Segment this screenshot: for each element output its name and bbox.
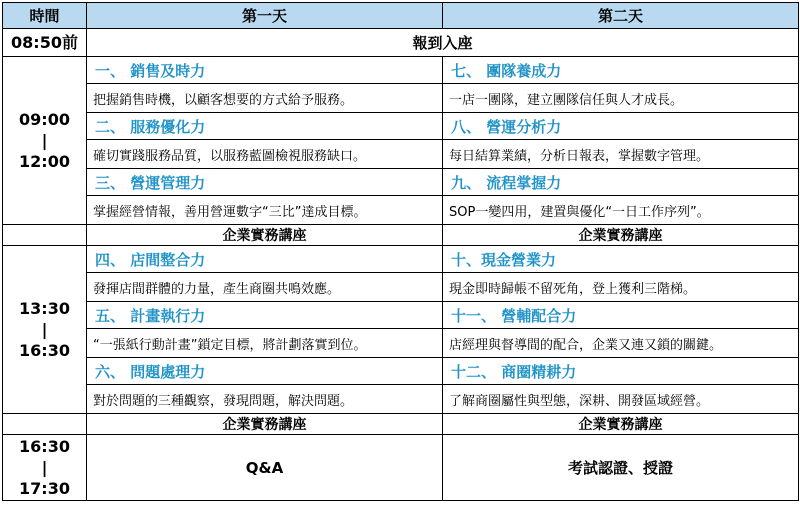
section-desc: 一店一團隊，建立團隊信任與人才成長。 (443, 84, 799, 113)
section-desc: 了解商圈屬性與型態，深耕、開發區域經營。 (443, 385, 799, 414)
section-title: 五、 計畫執行力 (87, 302, 443, 329)
time-morning-start: 09:00 (19, 110, 70, 129)
checkin-label: 報到入座 (87, 29, 799, 57)
section-title: 四、 店間整合力 (87, 246, 443, 273)
lecture-label: 企業實務講座 (443, 225, 799, 246)
section-desc: 掌握經營情報，善用營運數字“三比”達成目標。 (87, 196, 443, 225)
section-title: 六、 問題處理力 (87, 358, 443, 385)
section-desc: 把握銷售時機，以顧客想要的方式給予服務。 (87, 84, 443, 113)
afternoon-row-5 (3, 358, 799, 385)
header-time: 時間 (3, 3, 87, 29)
header-day2: 第二天 (443, 3, 799, 29)
blank-cell (3, 225, 87, 246)
afternoon-row-4 (3, 329, 799, 358)
morning-row-1 (3, 57, 799, 84)
morning-row-3 (3, 113, 799, 140)
section-desc: 發揮店間群體的力量，產生商圈共鳴效應。 (87, 273, 443, 302)
time-final (3, 435, 87, 501)
time-final-sep: | (41, 458, 48, 477)
morning-row-2 (3, 84, 799, 113)
afternoon-row-2 (3, 273, 799, 302)
afternoon-lecture-row (3, 414, 799, 435)
section-desc: SOP一變四用，建置與優化“一日工作序列”。 (443, 196, 799, 225)
time-final-start: 16:30 (19, 437, 70, 456)
section-desc: “一張紙行動計畫”鎖定目標，將計劃落實到位。 (87, 329, 443, 358)
section-desc: 店經理與督導間的配合，企業又連又鎖的關鍵。 (443, 329, 799, 358)
section-title: 十一、 營輔配合力 (443, 302, 799, 329)
section-title: 一、 銷售及時力 (87, 57, 443, 84)
lecture-label: 企業實務講座 (87, 225, 443, 246)
section-title: 十二、 商圈精耕力 (443, 358, 799, 385)
time-morning (3, 57, 87, 225)
section-title: 七、 團隊養成力 (443, 57, 799, 84)
section-title: 九、 流程掌握力 (443, 169, 799, 196)
afternoon-row-3 (3, 302, 799, 329)
header-day1: 第一天 (87, 3, 443, 29)
section-desc: 確切實踐服務品質，以服務藍圖檢視服務缺口。 (87, 140, 443, 169)
morning-lecture-row (3, 225, 799, 246)
qa-label: Q&A (87, 435, 443, 501)
lecture-label: 企業實務講座 (87, 414, 443, 435)
section-desc: 對於問題的三種觀察，發現問題，解決問題。 (87, 385, 443, 414)
schedule-table (2, 2, 799, 501)
afternoon-row-1 (3, 246, 799, 273)
section-title: 十、現金營業力 (443, 246, 799, 273)
section-title: 八、 營運分析力 (443, 113, 799, 140)
morning-row-6 (3, 196, 799, 225)
section-desc: 現金即時歸帳不留死角，登上獲利三階梯。 (443, 273, 799, 302)
afternoon-row-6 (3, 385, 799, 414)
time-morning-end: 12:00 (19, 152, 70, 171)
morning-row-5 (3, 169, 799, 196)
blank-cell (3, 414, 87, 435)
final-row (3, 435, 799, 501)
time-afternoon-end: 16:30 (19, 341, 70, 360)
section-title: 三、 營運管理力 (87, 169, 443, 196)
time-0850: 08:50前 (3, 29, 87, 57)
section-desc: 每日結算業績，分析日報表，掌握數字管理。 (443, 140, 799, 169)
lecture-label: 企業實務講座 (443, 414, 799, 435)
header-row (3, 3, 799, 29)
time-morning-sep: | (41, 131, 48, 150)
checkin-row (3, 29, 799, 57)
time-afternoon-start: 13:30 (19, 299, 70, 318)
time-afternoon-sep: | (41, 320, 48, 339)
time-final-end: 17:30 (19, 479, 70, 498)
certification-label: 考試認證、授證 (443, 435, 799, 501)
section-title: 二、 服務優化力 (87, 113, 443, 140)
morning-row-4 (3, 140, 799, 169)
time-afternoon (3, 246, 87, 414)
